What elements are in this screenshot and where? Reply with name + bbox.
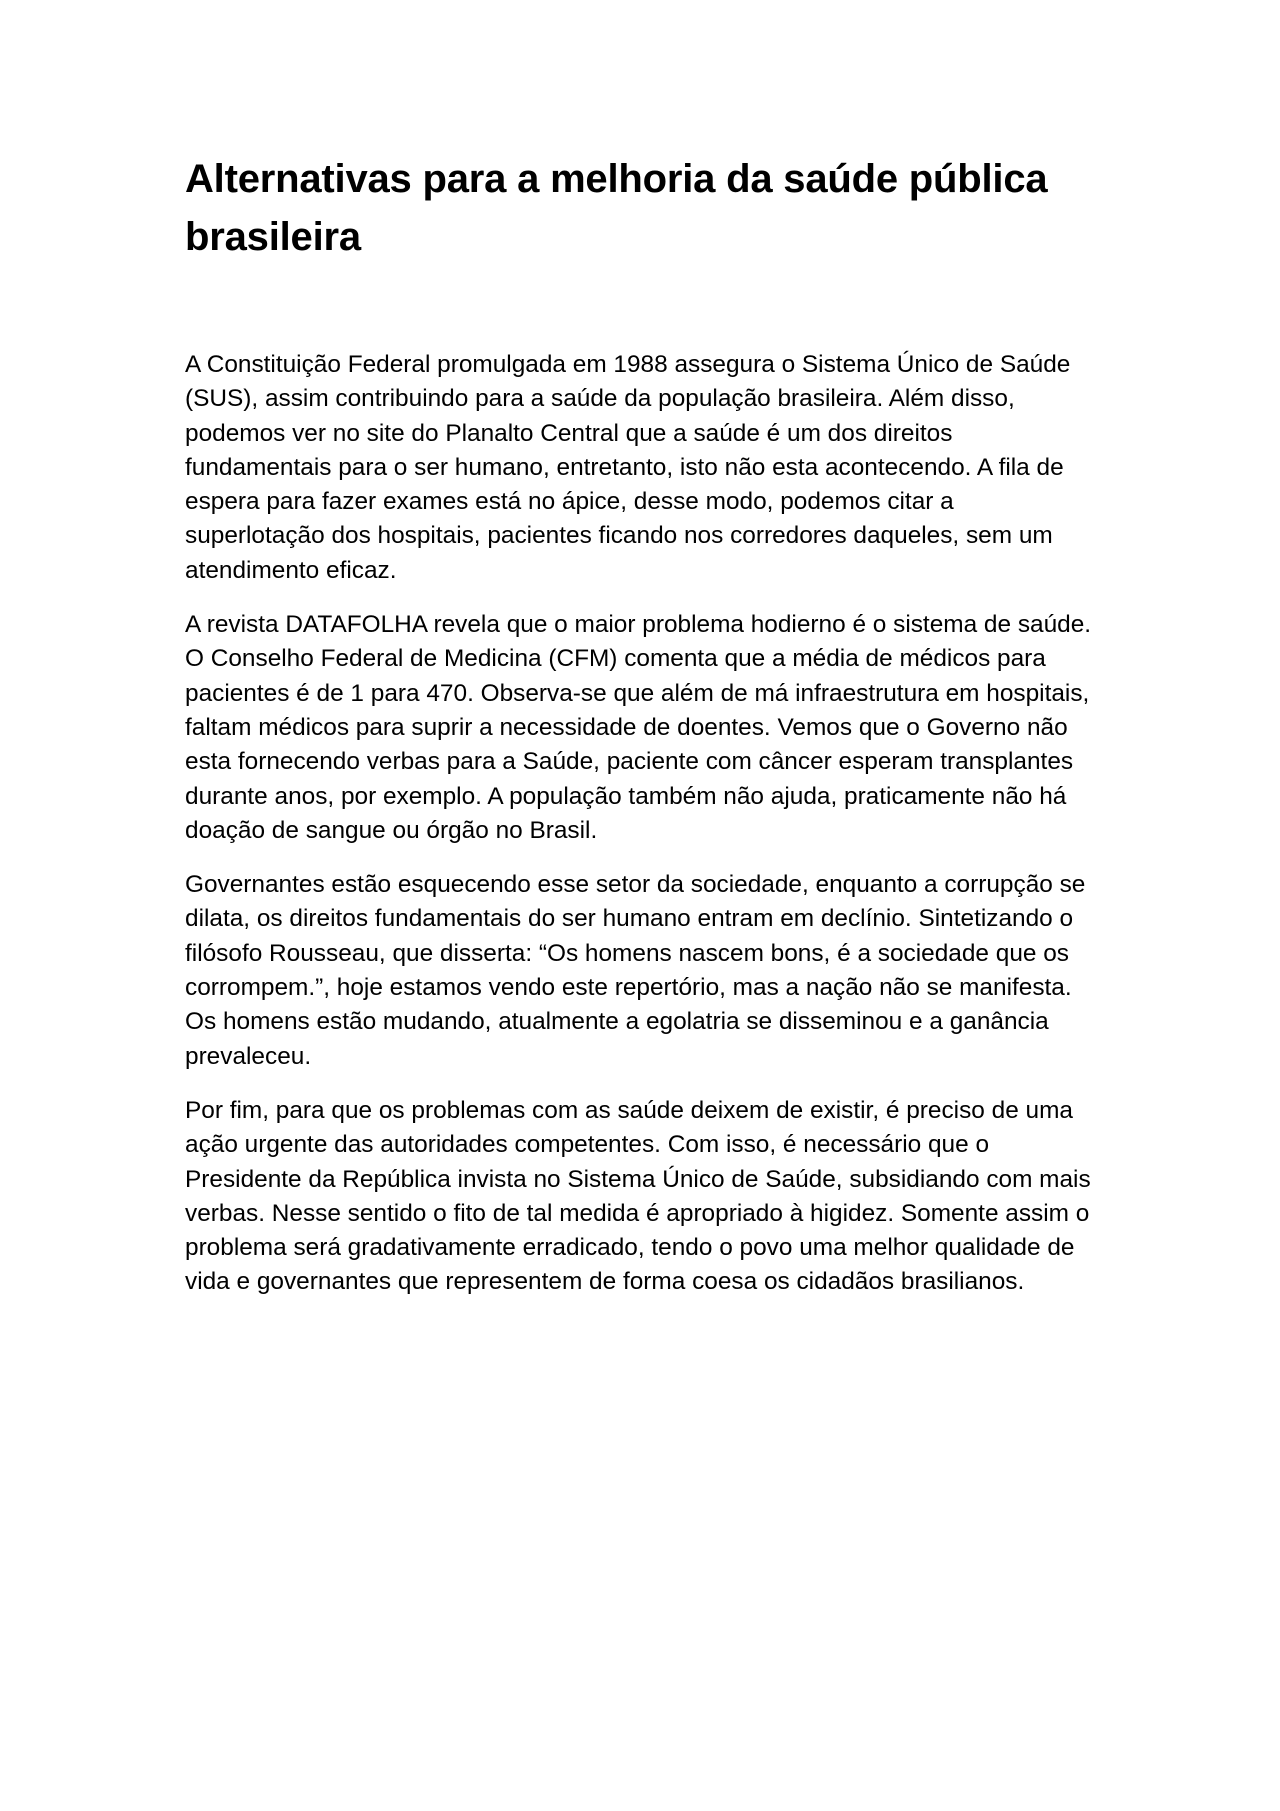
paragraph-3: Governantes estão esquecendo esse setor da sociedade, enquanto a corrupção se dilata, os direitos fundamentais do ser humano entram em declínio. Sintetizando o filósofo Rousseau, que disserta: “Os homens nascem bons, é a sociedade que os corrompem.”, hoje estamos vendo este repertório, mas a nação não se manifesta. Os homens estão mudando, atualmente a egolatria se disseminou e a ganância prevaleceu.: [185, 871, 1086, 1070]
paragraph-4: Por fim, para que os problemas com as saúde deixem de existir, é preciso de uma ação urgente das autoridades competentes. Com isso, é necessário que o Presidente da República invista no Sistema Único de Saúde, subsidiando com mais verbas. Nesse sentido o fito de tal medida é apropriado à higidez. Somente assim o problema será gradativamente erradicado, tendo o povo uma melhor qualidade de vida e governantes que representem de forma coesa os cidadãos brasilianos.: [185, 1096, 1091, 1296]
paragraph-2: A revista DATAFOLHA revela que o maior problema hodierno é o sistema de saúde. O Conselho Federal de Medicina (CFM) comenta que a média de médicos para pacientes é de 1 para 470. Observa-se que além de má infraestrutura em hospitais, faltam médicos para suprir a necessidade de doentes. Vemos que o Governo não esta fornecendo verbas para a Saúde, paciente com câncer esperam transplantes durante anos, por exemplo. A população também não ajuda, praticamente não há doação de sangue ou órgão no Brasil.: [185, 611, 1092, 844]
document-title: Alternativas para a melhoria da saúde pública brasileira: [185, 157, 1048, 259]
document-content: [185, 150, 1100, 1320]
document-body: [185, 348, 1100, 1300]
paragraph-1: A Constituição Federal promulgada em 1988 assegura o Sistema Único de Saúde (SUS), assim contribuindo para a saúde da população brasileira. Além disso, podemos ver no site do Planalto Central que a saúde é um dos direitos fundamentais para o ser humano, entretanto, isto não esta acontecendo. A fila de espera para fazer exames está no ápice, desse modo, podemos citar a superlotação dos hospitais, pacientes ficando nos corredores daqueles, sem um atendimento eficaz.: [185, 351, 1071, 584]
